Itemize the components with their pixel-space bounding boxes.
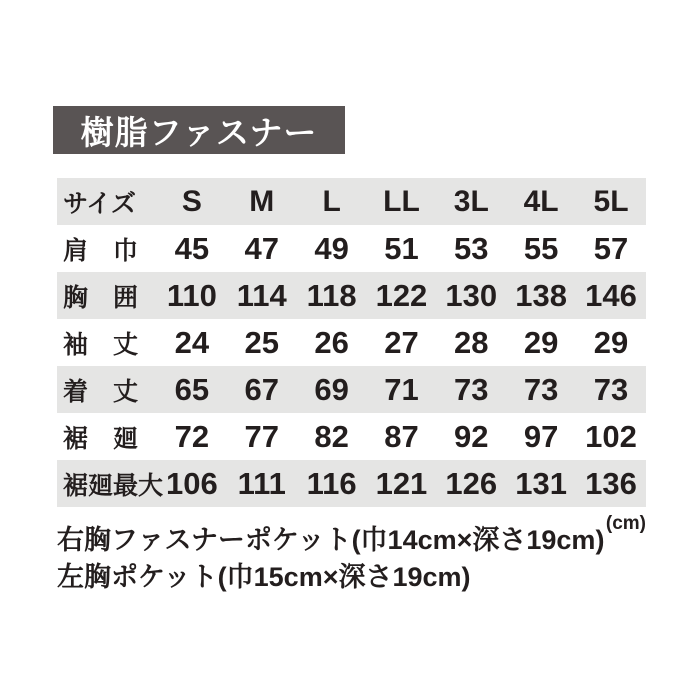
cell-value: 102: [585, 418, 637, 454]
row-label: 胸 囲: [63, 283, 139, 312]
cell-value: 131: [515, 465, 567, 501]
cell-value: 24: [174, 324, 210, 360]
cell-value: 28: [454, 324, 489, 360]
cell-value: 146: [585, 277, 637, 313]
cell-value: 73: [523, 371, 559, 407]
table-row-body-length: [57, 366, 646, 413]
cell-value: 121: [375, 465, 428, 501]
row-label: 着 丈: [63, 377, 139, 406]
right-pocket-note: 右胸ファスナーポケット(巾14cm×深さ19cm): [57, 525, 605, 555]
cell-value: 51: [384, 230, 419, 266]
column-header-5l: 5L: [593, 184, 629, 218]
cell-value: 45: [174, 230, 210, 266]
cell-value: 136: [585, 465, 637, 501]
column-header-s: S: [181, 184, 202, 218]
column-header-l: L: [322, 184, 341, 218]
row-label: 裾廻最大: [63, 471, 164, 500]
column-header-4l: 4L: [523, 184, 559, 218]
section-title-badge: [53, 106, 345, 154]
cell-value: 57: [593, 230, 629, 266]
cell-value: 118: [306, 277, 357, 313]
cell-value: 126: [445, 465, 498, 501]
cell-value: 97: [523, 418, 559, 454]
cell-value: 69: [314, 371, 349, 407]
table-header-row: [57, 178, 646, 225]
cell-value: 110: [166, 277, 217, 313]
cell-value: 65: [174, 371, 210, 407]
table-row-hem-max: [57, 460, 646, 507]
section-title: 樹脂ファスナー: [80, 113, 318, 151]
cell-value: 106: [166, 465, 218, 501]
table-row-sleeve-length: [57, 319, 646, 366]
row-label: 袖 丈: [63, 330, 139, 359]
cell-value: 73: [454, 371, 489, 407]
cell-value: 72: [174, 418, 210, 454]
cell-value: 53: [454, 230, 489, 266]
cell-value: 114: [236, 277, 287, 313]
cell-value: 87: [384, 418, 419, 454]
cell-value: 130: [445, 277, 498, 313]
table-row-chest: [57, 272, 646, 319]
cell-value: 29: [523, 324, 559, 360]
size-chart-table: [57, 178, 646, 507]
table-row-hem: [57, 413, 646, 460]
column-header-size: サイズ: [63, 189, 137, 218]
cell-value: 67: [244, 371, 279, 407]
cell-value: 29: [593, 324, 629, 360]
cell-value: 55: [523, 230, 559, 266]
cell-value: 49: [314, 230, 349, 266]
row-label: 肩 巾: [63, 236, 139, 265]
cell-value: 47: [244, 230, 279, 266]
cell-value: 26: [314, 324, 349, 360]
cell-value: 111: [237, 465, 286, 501]
cell-value: 82: [314, 418, 349, 454]
row-label: 裾 廻: [63, 424, 139, 453]
left-pocket-note: 左胸ポケット(巾15cm×深さ19cm): [57, 562, 471, 592]
unit-label: (cm): [605, 513, 646, 534]
table-row-shoulder-width: [57, 225, 646, 272]
cell-value: 71: [384, 371, 419, 407]
cell-value: 27: [384, 324, 419, 360]
cell-value: 25: [244, 324, 279, 360]
cell-value: 73: [593, 371, 629, 407]
cell-value: 122: [375, 277, 428, 313]
cell-value: 77: [244, 418, 279, 454]
cell-value: 116: [306, 465, 357, 501]
column-header-3l: 3L: [453, 184, 489, 218]
column-header-ll: LL: [383, 184, 420, 218]
cell-value: 92: [454, 418, 489, 454]
cell-value: 138: [515, 277, 567, 313]
column-header-m: M: [249, 184, 275, 218]
